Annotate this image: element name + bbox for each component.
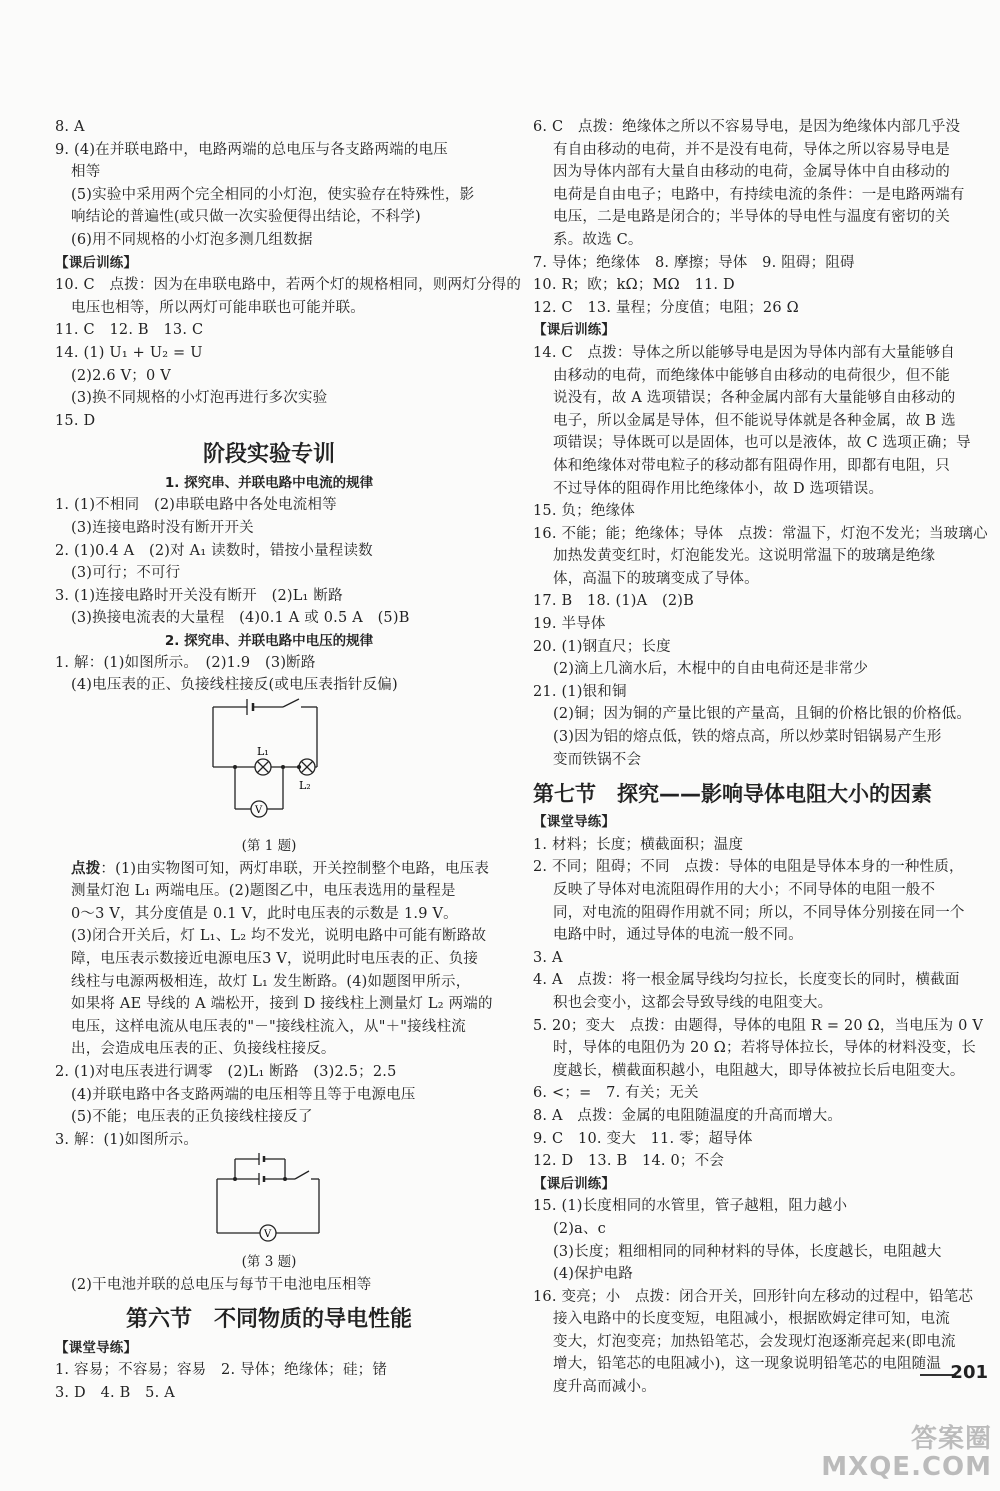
sec6-answer-14-line: 项错误；导体既可以是固体，也可以是液体，故 C 选项正确；导 [553, 435, 971, 452]
sec7-answer-5-line: 度越长，横截面积越小，电阻越大，即导体被拉长后电阻变大。 [553, 1062, 965, 1079]
answer-9-line: 相等 [71, 164, 101, 181]
circuit-figure-1 [55, 697, 483, 835]
answer-14-line: (2)2.6 V；0 V [71, 367, 171, 384]
sec7-answer-6-7: 6. <；= 7. 有关；无关 [533, 1085, 699, 1102]
sec6-answer-1-2: 1. 容易；不容易；容易 2. 导体；绝缘体；硅；锗 [55, 1362, 388, 1379]
explanation-line: 出，会造成电压表的正、负接线柱接反。 [71, 1041, 336, 1058]
exp2-answer-3: 3. 解：(1)如图所示。 [55, 1131, 199, 1148]
sec6-answer-7-9: 7. 导体；绝缘体 8. 摩擦；导体 9. 阻碍；阻碍 [533, 254, 855, 271]
exp2-answer-2: 2. (1)对电压表进行调零 (2)L₁ 断路 (3)2.5；2.5 [55, 1064, 397, 1080]
sec7-answer-5: 5. 20；变大 点拨：由题得，导体的电阻 R = 20 Ω，当电压为 0 V [533, 1017, 984, 1034]
sec6-answer-16-line: 加热发黄变红时，灯泡能发光。这说明常温下的玻璃是绝缘 [553, 548, 936, 565]
sec7-answer-1: 1. 材料；长度；横截面积；温度 [533, 836, 744, 853]
sec7-answer-2-line: 电路中时，通过导体的电流一般不同。 [553, 927, 803, 944]
sec7-answer-3: 3. A [533, 949, 563, 966]
exp1-answer-1: 1. (1)不相同 (2)串联电路中各处电流相等 [55, 497, 337, 514]
heading-section-7: 第七节 探究——影响导体电阻大小的因素 [533, 782, 932, 807]
explanation-line: 如果将 AE 导线的 A 端松开，接到 D 接线柱上测量灯 L₂ 两端的 [71, 996, 493, 1013]
explanation-line: 点拨：(1)由实物图可知，两灯串联，开关控制整个电路，电压表 [71, 860, 490, 877]
right-column [533, 116, 988, 1399]
sec6-answer-6-line: 电压，二是电路是闭合的；半导体的导电性与温度有密切的关 [553, 209, 950, 226]
answer-9-line: (5)实验中采用两个完全相同的小灯泡，使实验存在特殊性，影 [71, 186, 475, 203]
answer-9-line: (6)用不同规格的小灯泡多测几组数据 [71, 231, 313, 248]
watermark-logo: 答案圈 MXQE.COM [821, 1424, 992, 1482]
sec6-answer-20-line: (2)滴上几滴水后，木棍中的自由电荷还是非常少 [553, 661, 869, 678]
sec6-answer-20: 20. (1)钢直尺；长度 [533, 638, 671, 655]
exp2-answer-1-line: (4)电压表的正、负接线柱接反(或电压表指针反偏) [71, 677, 398, 694]
answer-15: 15. D [55, 412, 96, 429]
sec7-answer-15: 15. (1)长度相同的水管里，管子越粗，阻力越小 [533, 1198, 848, 1215]
sec6-answer-6-line: 电荷是自由电子；电路中，有持续电流的条件：一是电路两端有 [553, 186, 965, 203]
sec6-answer-21: 21. (1)银和铜 [533, 683, 627, 700]
circuit-diagram-3 [215, 1151, 325, 1249]
sec7-answer-4: 4. A 点拨：将一根金属导线均匀拉长，长度变长的同时，横截面 [533, 972, 960, 989]
sec6-answer-14: 14. C 点拨：导体之所以能够导电是因为导体内部有大量能够自 [533, 344, 955, 361]
sec7-answer-16-line: 度升高而减小。 [553, 1379, 656, 1396]
heading-section-6: 第六节 不同物质的导电性能 [125, 1306, 412, 1332]
answer-9: 9. (4)在并联电路中，电路两端的总电压与各支路两端的电压 [55, 141, 448, 158]
sec6-answer-6-line: 有自由移动的电荷，并不是没有电荷，导体之所以容易导电是 [553, 141, 950, 158]
sec6-answer-6-line: 系。故选 C。 [553, 231, 643, 248]
sec7-answer-4-line: 积也会变小，这都会导致导线的电阻变大。 [553, 994, 833, 1011]
lamp-l1-label: L₁ [257, 745, 269, 759]
sec6-answer-16-line: 体，高温下的玻璃变成了导体。 [553, 570, 759, 587]
sec6-answer-14-line: 体和绝缘体对带电粒子的移动都有阻碍作用，即都有电阻，只 [553, 457, 950, 474]
answer-10: 10. C 点拨：因为在串联电路中，若两个灯的规格相同，则两灯分得的 [55, 277, 522, 294]
page-number: 201 [950, 1362, 988, 1383]
section-tag-in-class: 【课堂导练】 [533, 814, 616, 831]
sec7-answer-2-line: 同，对电流的阻碍作用就不同；所以，不同导体分别接在同一个 [553, 904, 965, 921]
sec7-answer-8: 8. A 点拨：金属的电阻随温度的升高而增大。 [533, 1107, 843, 1124]
sec7-answer-5-line: 时，导体的电阻仍为 20 Ω；若将导体拉长，导体的材料没变，长 [553, 1040, 976, 1057]
sec6-answer-16: 16. 不能；能；绝缘体；导体 点拨：常温下，灯泡不发光；当玻璃心 [533, 525, 988, 542]
sec7-answer-15-line: (3)长度；粗细相同的同种材料的导体，长度越长，电阻越大 [553, 1243, 942, 1260]
sec6-answer-14-line: 说没有，故 A 选项错误；各种金属内部有大量能够自由移动的 [553, 390, 956, 407]
answer-10-line: 电压也相等，所以两灯可能串联也可能并联。 [71, 299, 365, 316]
sec7-answer-9-11: 9. C 10. 变大 11. 零；超导体 [533, 1130, 753, 1147]
sec6-answer-14-line: 不过导体的阻碍作用比绝缘体小，故 D 选项错误。 [553, 480, 884, 497]
exp1-answer-1-line: (3)连接电路时没有断开开关 [71, 519, 254, 536]
heading-stage-training: 阶段实验专训 [202, 442, 335, 468]
figure-3-caption: (第 3 题) [241, 1254, 297, 1271]
answer-14: 14. (1) U₁ + U₂ = U [55, 344, 203, 361]
sec7-answer-15-line: (4)保护电路 [553, 1266, 633, 1283]
sec6-answer-6: 6. C 点拨：绝缘体之所以不容易导电，是因为绝缘体内部几乎没 [533, 119, 961, 135]
answer-11-13: 11. C 12. B 13. C [55, 322, 204, 339]
explanation-line: 障，电压表示数接近电源电压3 V，说明此时电压表的正、负接 [71, 951, 479, 968]
sec6-answer-19: 19. 半导体 [533, 616, 606, 633]
sec6-answer-21-line: (3)因为铝的熔点低，铁的熔点高，所以炒菜时铝锅易产生形 [553, 729, 942, 746]
sec6-answer-10-11: 10. R；欧；kΩ；MΩ 11. D [533, 277, 735, 294]
answer-14-line: (3)换不同规格的小灯泡再进行多次实验 [71, 390, 328, 407]
exp1-answer-3-line: (3)换接电流表的大量程 (4)0.1 A 或 0.5 A (5)B [71, 610, 410, 627]
sec7-answer-16-line: 增大，铅笔芯的电阻减小)，这一现象说明铅笔芯的电阻随温 [553, 1356, 942, 1373]
sec6-answer-14-line: 由移动的电荷，而绝缘体中能够自由移动的电荷很少，但不能 [553, 367, 950, 384]
exp1-answer-3: 3. (1)连接电路时开关没有断开 (2)L₁ 断路 [55, 587, 343, 604]
figure-1-caption: (第 1 题) [241, 838, 297, 855]
sec6-answer-21-line: (2)铜；因为铜的产量比银的产量高，且铜的价格比银的价格低。 [553, 706, 972, 723]
circuit-figure-3 [55, 1151, 483, 1251]
exp2-answer-2-line: (5)不能；电压表的正负接线柱接反了 [71, 1109, 313, 1126]
explanation-line: 线柱与电源两极相连，故灯 L₁ 发生断路。(4)如题图甲所示， [71, 973, 471, 990]
explanation-line: 0～3 V，其分度值是 0.1 V，此时电压表的示数是 1.9 V。 [71, 905, 458, 922]
sec7-answer-2-line: 反映了导体对电流阻碍作用的大小；不同导体的电阻一般不 [553, 882, 936, 898]
lamp-l2-label: L₂ [299, 779, 311, 793]
sec6-answer-21-line: 变而铁锅不会 [553, 751, 642, 768]
section-tag-after-class: 【课后训练】 [55, 254, 138, 271]
circuit-diagram-1 [195, 697, 335, 833]
sec7-answer-12-14: 12. D 13. B 14. 0；不会 [533, 1153, 725, 1170]
answer-8: 8. A [55, 119, 85, 135]
sec7-answer-15-line: (2)a、c [553, 1220, 607, 1237]
subheading-current: 1. 探究串、并联电路中电流的规律 [164, 475, 374, 492]
sec7-answer-2: 2. 不同；阻碍；不同 点拨：导体的电阻是导体本身的一种性质， [533, 859, 964, 876]
explanation-line: 电压，这样电流从电压表的"－"接线柱流入，从"＋"接线柱流 [71, 1018, 466, 1035]
exp2-answer-3-line: (2)干电池并联的总电压与每节干电池电压相等 [71, 1276, 372, 1293]
subheading-voltage: 2. 探究串、并联电路中电压的规律 [164, 632, 374, 649]
sec7-answer-16-line: 接入电路中的长度变短，电阻减小，根据欧姆定律可知，电流 [553, 1311, 950, 1328]
answer-9-line: 响结论的普遍性(或只做一次实验便得出结论，不科学) [71, 209, 421, 226]
sec6-answer-6-line: 因为导体内部有大量自由移动的电荷，金属导体中自由移动的 [553, 164, 950, 181]
section-tag-after-class: 【课后训练】 [533, 1175, 616, 1192]
sec7-answer-16: 16. 变亮；小 点拨：闭合开关，回形针向左移动的过程中，铅笔芯 [533, 1288, 974, 1305]
exp1-answer-2: 2. (1)0.4 A (2)对 A₁ 读数时，错按小量程读数 [55, 542, 373, 559]
voltmeter-label-3: V [264, 1229, 272, 1241]
explanation-line: (3)闭合开关后，灯 L₁、L₂ 均不发光，说明电路中可能有断路故 [71, 928, 487, 945]
exp1-answer-2-line: (3)可行；不可行 [71, 565, 181, 582]
sec6-answer-17-18: 17. B 18. (1)A (2)B [533, 593, 694, 610]
sec6-answer-12-13: 12. C 13. 量程；分度值；电阻；26 Ω [533, 299, 799, 316]
sec7-answer-16-line: 变大，灯泡变亮；加热铅笔芯，会发现灯泡逐渐亮起来(即电流 [553, 1333, 956, 1350]
sec6-answer-3-5: 3. D 4. B 5. A [55, 1384, 175, 1401]
left-column [55, 116, 522, 1404]
section-tag-in-class: 【课堂导练】 [55, 1339, 138, 1356]
explanation-line: 测量灯泡 L₁ 两端电压。(2)题图乙中，电压表选用的量程是 [71, 883, 456, 900]
section-tag-after-class: 【课后训练】 [533, 322, 616, 339]
exp2-answer-1: 1. 解：(1)如图所示。 (2)1.9 (3)断路 [55, 654, 316, 671]
sec6-answer-15: 15. 负；绝缘体 [533, 503, 635, 520]
exp2-answer-2-line: (4)并联电路中各支路两端的电压相等且等于电源电压 [71, 1086, 416, 1103]
sec6-answer-14-line: 电子，所以金属是导体，但不能说导体就是各种金属，故 B 选 [553, 412, 956, 429]
voltmeter-label: V [255, 805, 263, 817]
